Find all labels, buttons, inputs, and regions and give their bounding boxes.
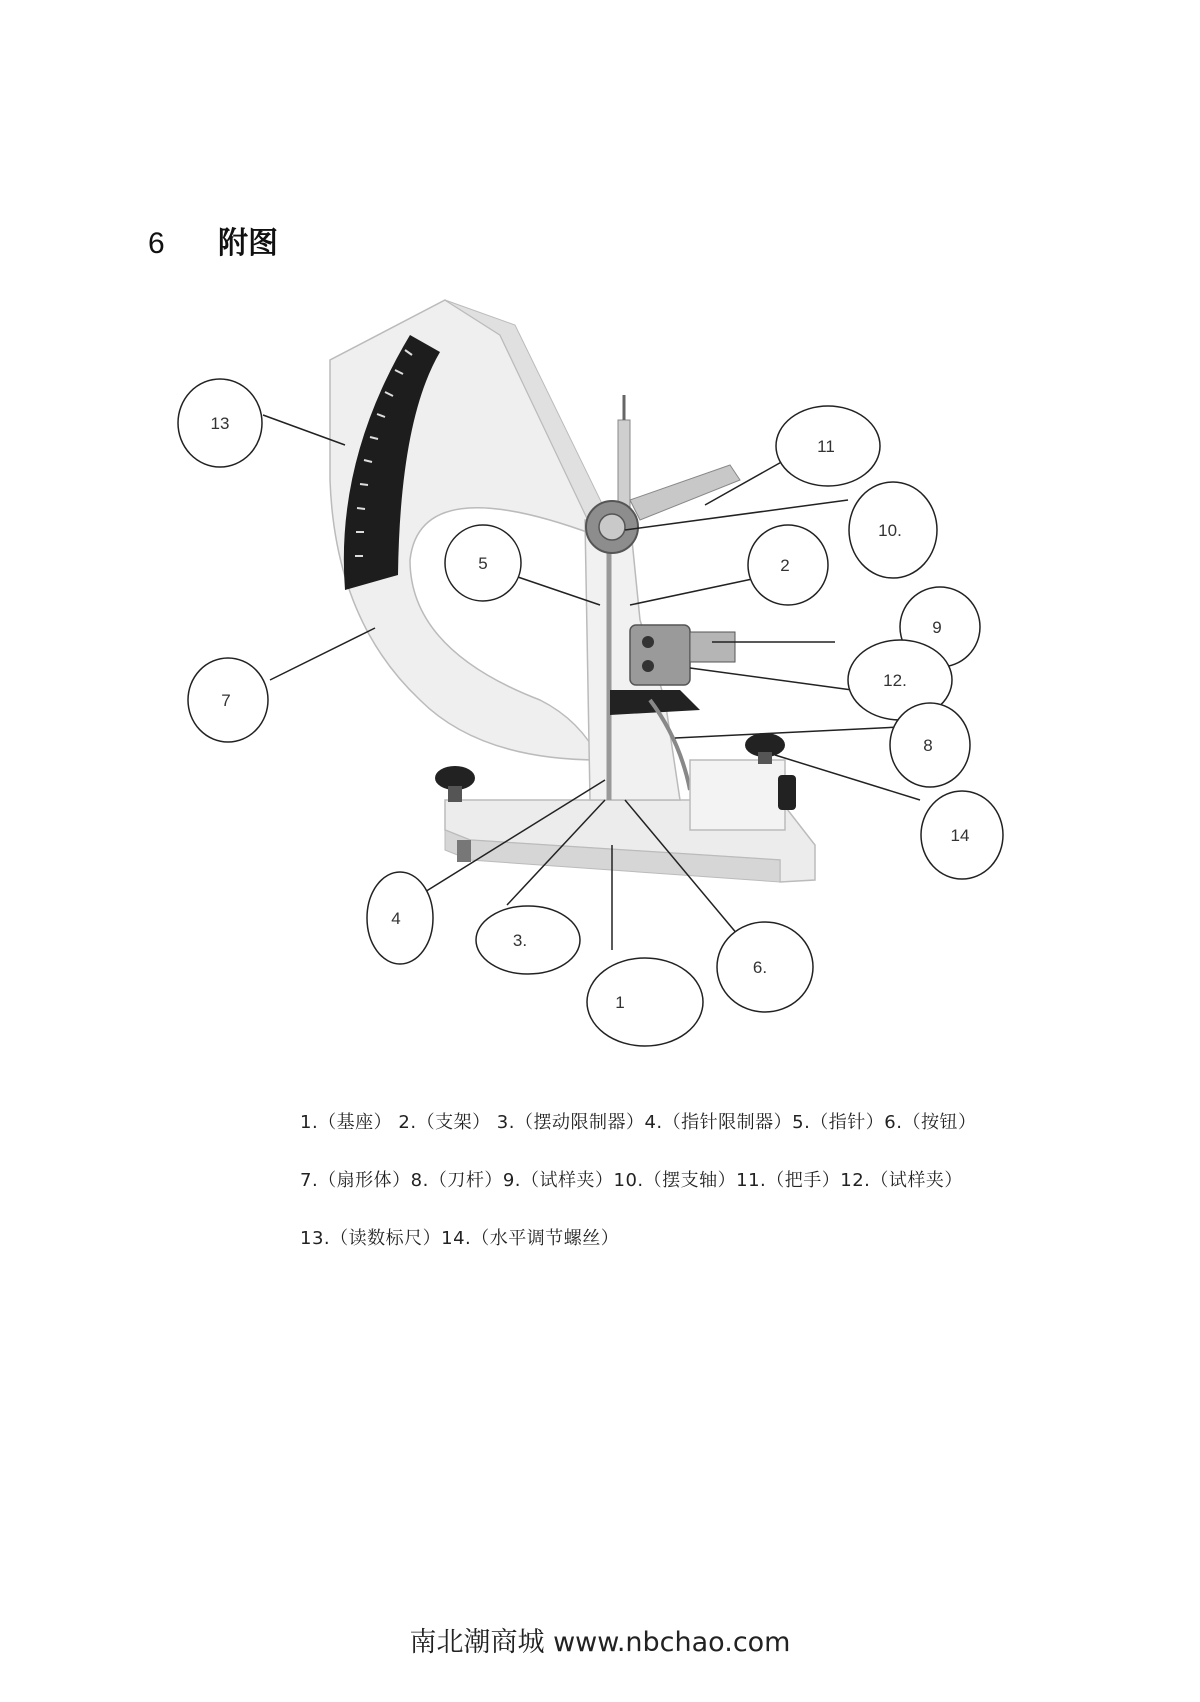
svg-text:10.: 10. (878, 521, 902, 540)
callout-8 (890, 703, 970, 787)
svg-text:8: 8 (923, 736, 933, 755)
svg-text:5: 5 (478, 554, 488, 573)
callout-6 (717, 922, 813, 1012)
svg-text:9: 9 (932, 618, 942, 637)
svg-text:4: 4 (391, 909, 401, 928)
legend-line-3: 13.（读数标尺）14.（水平调节螺丝） (300, 1228, 620, 1249)
svg-text:6.: 6. (752, 958, 768, 977)
svg-text:7: 7 (221, 691, 231, 710)
callout-2 (748, 525, 828, 605)
control-box (690, 760, 796, 830)
svg-text:1: 1 (615, 993, 625, 1012)
svg-text:11: 11 (817, 437, 835, 456)
legend-line-1: 1.（基座） 2.（支架） 3.（摆动限制器）4.（指针限制器）5.（指针）6.（按钮） (300, 1112, 977, 1133)
callout-14 (921, 791, 1003, 879)
handle (618, 395, 740, 530)
footer-watermark: 南北潮商城 www.nbchao.com (409, 1627, 791, 1658)
callout-11 (776, 406, 880, 486)
callout-10 (849, 482, 937, 578)
leveling-knob-left (435, 766, 475, 802)
svg-text:3.: 3. (512, 931, 528, 950)
section-title: 附图 (218, 226, 278, 261)
callout-5 (445, 525, 521, 601)
callout-3 (476, 906, 580, 974)
section-number: 6 (148, 227, 165, 260)
callout-7 (188, 658, 268, 742)
legend-line-2: 7.（扇形体）8.（刀杆）9.（试样夹）10.（摆支轴）11.（把手）12.（试样夹） (300, 1170, 963, 1191)
pendulum-pivot (586, 501, 638, 553)
svg-text:2: 2 (780, 556, 790, 575)
svg-text:13: 13 (210, 414, 230, 433)
callout-4 (367, 872, 433, 964)
callout-13 (178, 379, 262, 467)
svg-text:12.: 12. (883, 671, 907, 690)
svg-text:14: 14 (950, 826, 970, 845)
callout-1 (587, 958, 703, 1046)
